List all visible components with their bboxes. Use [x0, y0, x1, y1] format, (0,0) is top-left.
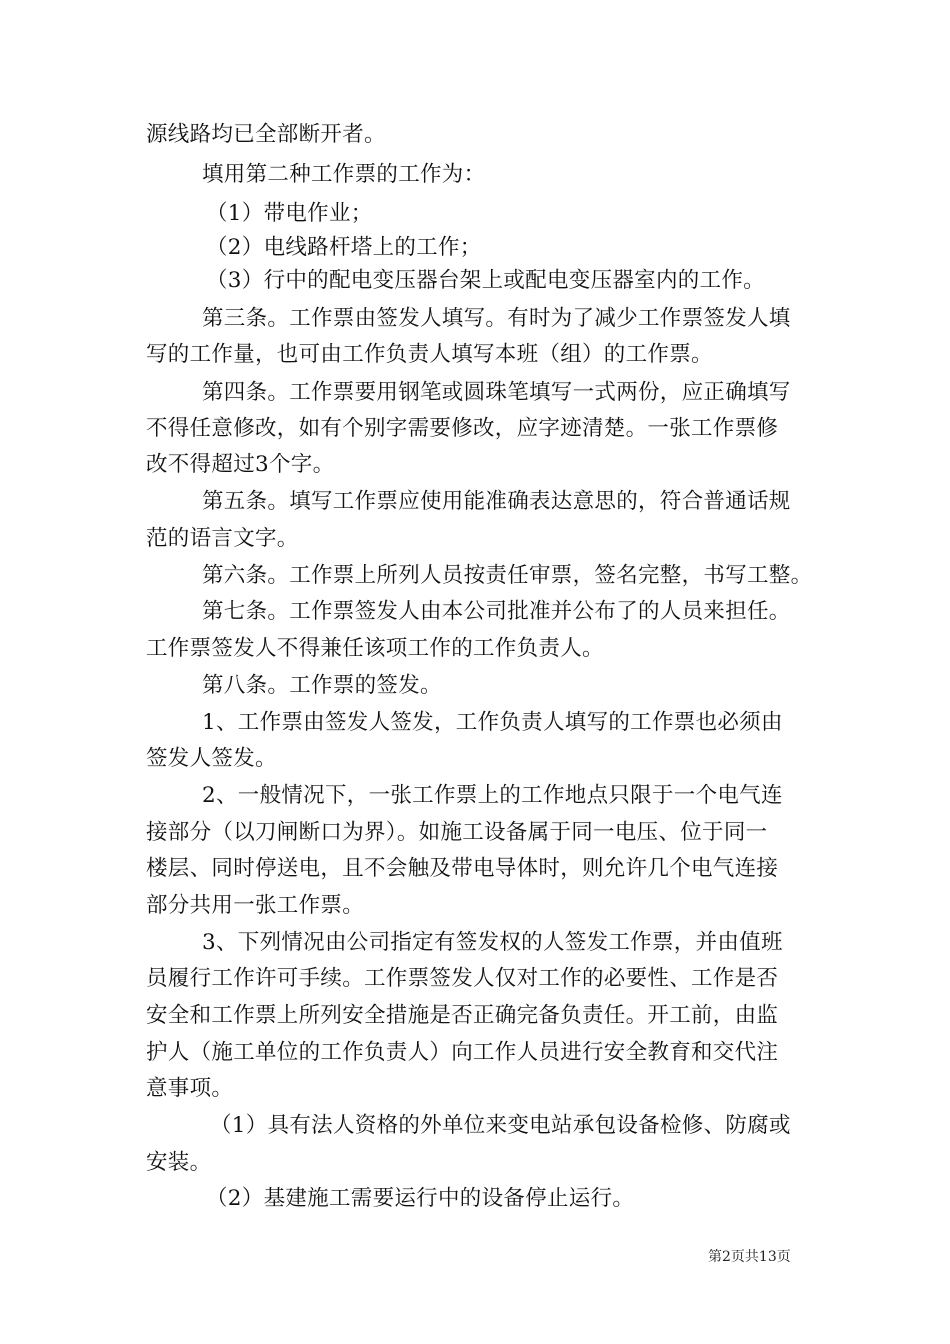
page-number: 第2页共13页: [708, 1249, 791, 1265]
text-line: 写的工作量，也可由工作负责人填写本班（组）的工作票。: [146, 342, 713, 367]
list-item: （3）行中的配电变压器台架上或配电变压器室内的工作。: [206, 268, 765, 293]
text-line: 不得任意修改，如有个别字需要修改，应字迹清楚。一张工作票修: [146, 416, 779, 441]
text-line: 改不得超过3个字。: [146, 452, 335, 477]
text-line: 安装。: [146, 1150, 212, 1175]
text-line: 第五条。填写工作票应使用能准确表达意思的，符合普通话规: [202, 489, 791, 514]
text-line: 签发人签发。: [146, 746, 277, 771]
text-line: 安全和工作票上所列安全措施是否正确完备负责任。开工前，由监: [146, 1003, 779, 1028]
list-item: （2）基建施工需要运行中的设备停止运行。: [206, 1186, 635, 1211]
text-line: 工作票签发人不得兼任该项工作的工作负责人。: [146, 636, 604, 661]
text-line: 员履行工作许可手续。工作票签发人仅对工作的必要性、工作是否: [146, 966, 779, 991]
text-line: 楼层、同时停送电，且不会触及带电导体时，则允许几个电气连接: [146, 856, 779, 881]
text-line: 第八条。工作票的签发。: [202, 673, 442, 698]
list-item: （1）带电作业；: [206, 201, 373, 226]
text-line: 部分共用一张工作票。: [146, 893, 365, 918]
text-line: 第七条。工作票签发人由本公司批准并公布了的人员来担任。: [202, 599, 791, 624]
text-line: 意事项。: [146, 1076, 234, 1101]
text-line: 第六条。工作票上所列人员按责任审票，签名完整，书写工整。: [202, 563, 813, 588]
text-line: 填用第二种工作票的工作为：: [202, 162, 486, 187]
text-line: 2、一般情况下，一张工作票上的工作地点只限于一个电气连: [202, 783, 783, 808]
text-line: 接部分（以刀闸断口为界）。如施工设备属于同一电压、位于同一: [146, 820, 768, 845]
text-line: 护人（施工单位的工作负责人）向工作人员进行安全教育和交代注: [146, 1040, 779, 1065]
text-line: 范的语言文字。: [146, 526, 299, 551]
text-line: 第四条。工作票要用钢笔或圆珠笔填写一式两份，应正确填写: [202, 380, 791, 405]
list-item: （2）电线路杆塔上的工作；: [206, 235, 482, 260]
list-item: （1）具有法人资格的外单位来变电站承包设备检修、防腐或: [210, 1113, 791, 1138]
text-line: 3、下列情况由公司指定有签发权的人签发工作票，并由值班: [202, 930, 783, 955]
text-line: 1、工作票由签发人签发，工作负责人填写的工作票也必须由: [202, 710, 783, 735]
text-line: 第三条。工作票由签发人填写。有时为了减少工作票签发人填: [202, 306, 791, 331]
text-line: 源线路均已全部断开者。: [146, 122, 386, 147]
